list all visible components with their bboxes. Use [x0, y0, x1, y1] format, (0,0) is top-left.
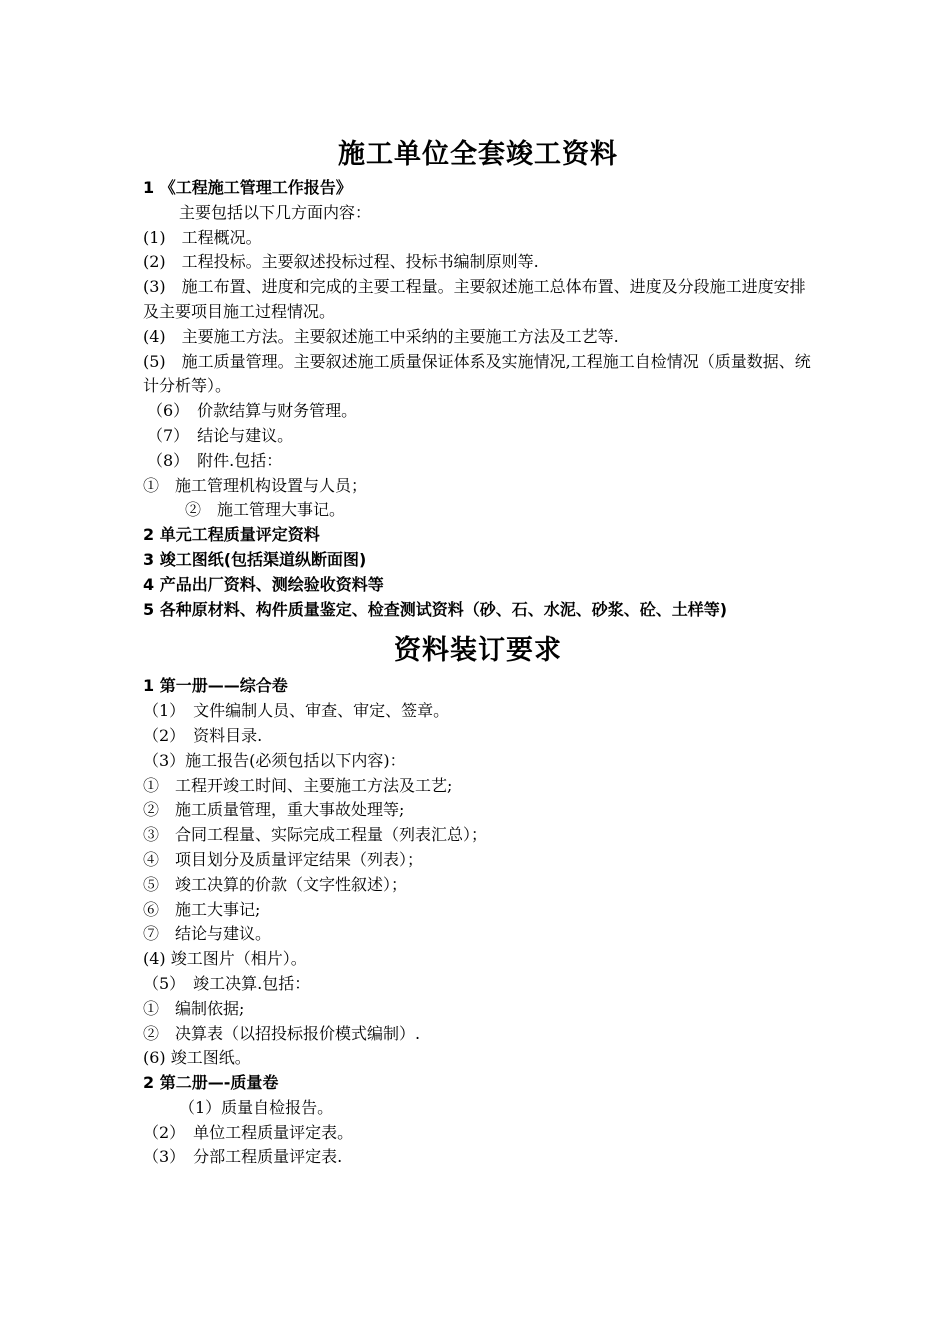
volume-2-heading: 2 第二册—-质量卷	[143, 1073, 279, 1093]
section-intro: 主要包括以下几方面内容：	[179, 202, 372, 222]
list-item: ⑤ 竣工决算的价款（文字性叙述）；	[143, 874, 408, 894]
list-item: (6) 竣工图纸。	[143, 1048, 251, 1068]
list-item: (2) 工程投标。主要叙述投标过程、投标书编制原则等.	[143, 252, 539, 272]
list-item: (3) 施工布置、进度和完成的主要工程量。主要叙述施工总体布置、进度及分段施工进度安排及主要项目施工过程情况。	[143, 277, 806, 321]
list-item: ① 工程开竣工时间、主要施工方法及工艺;	[143, 775, 453, 795]
list-item: （1） 文件编制人员、审查、审定、签章。	[143, 701, 450, 721]
section-heading-1: 1 《工程施工管理工作报告》	[143, 178, 352, 197]
list-item: ② 施工质量管理，重大事故处理等;	[143, 800, 405, 820]
volume-1-heading: 1 第一册——综合卷	[143, 676, 288, 696]
list-item: （7） 结论与建议。	[147, 425, 294, 445]
list-item: ④ 项目划分及质量评定结果（列表）；	[143, 849, 424, 869]
list-item: （2） 单位工程质量评定表。	[143, 1122, 354, 1142]
list-item: (1) 工程概况。	[143, 227, 262, 247]
list-item: （3）施工报告(必须包括以下内容)：	[143, 750, 406, 770]
list-item: ③ 合同工程量、实际完成工程量（列表汇总）；	[143, 825, 488, 845]
list-item: (4) 竣工图片（相片）。	[143, 949, 307, 969]
list-item: （2） 资料目录.	[143, 725, 263, 745]
list-item: （1）质量自检报告。	[179, 1097, 334, 1117]
list-item: (4) 主要施工方法。主要叙述施工中采纳的主要施工方法及工艺等.	[143, 326, 619, 346]
document-page	[143, 136, 813, 1170]
binding-requirements-title: 资料装订要求	[394, 635, 562, 667]
list-item: （8） 附件.包括：	[147, 450, 283, 470]
list-item: ① 施工管理机构设置与人员；	[143, 475, 368, 495]
section-heading-5: 5 各种原材料、构件质量鉴定、检查测试资料（砂、石、水泥、砂浆、砼、土样等)	[143, 599, 728, 619]
list-item: ⑥ 施工大事记;	[143, 899, 261, 919]
list-item: （5） 竣工决算.包括：	[143, 973, 311, 993]
list-item: （6） 价款结算与财务管理。	[147, 401, 358, 421]
section-heading-2: 2 单元工程质量评定资料	[143, 525, 320, 545]
list-item: ② 决算表（以招投标报价模式编制）.	[143, 1023, 421, 1043]
section-heading-3: 3 竣工图纸(包括渠道纵断面图)	[143, 549, 367, 569]
list-item: (5) 施工质量管理。主要叙述施工质量保证体系及实施情况,工程施工自检情况（质量数据、统计分析等）。	[143, 351, 811, 396]
section-heading-4: 4 产品出厂资料、测绘验收资料等	[143, 574, 384, 594]
list-item: ⑦ 结论与建议。	[143, 924, 272, 944]
document-title: 施工单位全套竣工资料	[338, 139, 618, 170]
list-item: ① 编制依据;	[143, 998, 245, 1018]
list-item: ② 施工管理大事记。	[185, 500, 346, 520]
list-item: （3） 分部工程质量评定表.	[143, 1147, 343, 1167]
